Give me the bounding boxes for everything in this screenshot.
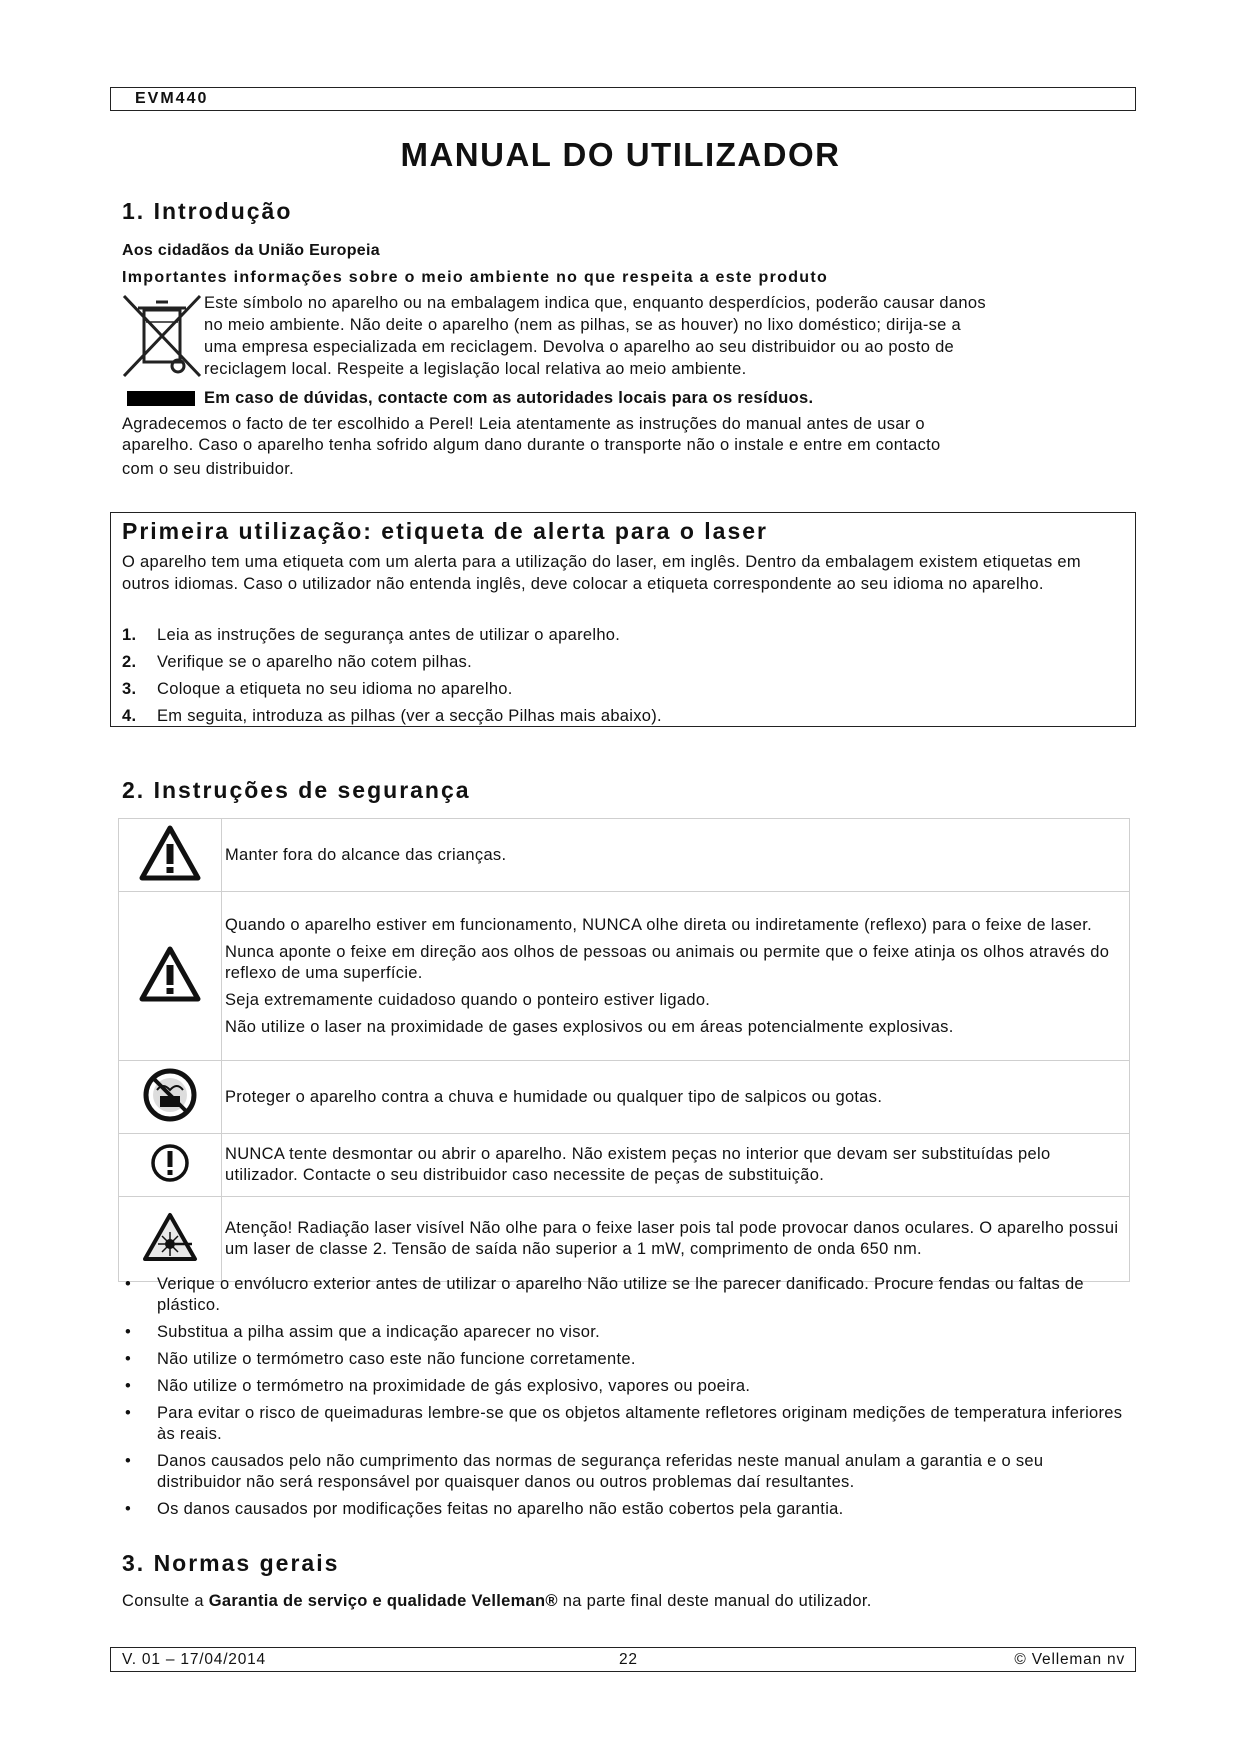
no-water-icon [143,1068,197,1122]
safety-text: Manter fora do alcance das crianças. [225,845,507,864]
safety-row [119,1061,1130,1134]
thanks-line-2: aparelho. Caso o aparelho tenha sofrido algum dano durante o transporte não o instale e entre em contacto [122,436,941,454]
step-item: 4. Em seguita, introduza as pilhas (ver a secção Pilhas mais abaixo). [122,707,662,725]
safety-text: Nunca aponte o feixe em direção aos olhos de pessoas ou animais ou permite que o feixe atinja os olhos através do reflexo de uma superfície. [225,942,1110,982]
crossed-bin-icon [122,294,202,378]
safety-bullet-list [122,1274,1132,1526]
step-item: 3. Coloque a etiqueta no seu idioma no aparelho. [122,680,513,698]
eu-citizens-label: Aos cidadãos da União Europeia [122,242,380,259]
list-item: • Não utilize o termómetro na proximidade de gás explosivo, vapores ou poeira. [125,1377,751,1395]
bullet-icon: • [125,1500,132,1518]
safety-text: Atenção! Radiação laser visível Não olhe para o feixe laser pois tal pode provocar danos oculares. O aparelho possui um laser de classe 2. Tensão de saída não superior a 1 mW, comprimento de onda 650 nm. [225,1219,1119,1258]
list-item: • Substitua a pilha assim que a indicação aparecer no visor. [125,1323,600,1341]
page-number: 22 [619,1651,638,1668]
exclamation-circle-icon [150,1143,190,1183]
bullet-icon: • [125,1404,132,1422]
step-item: 2. Verifique se o aparelho não cotem pilhas. [122,653,472,671]
section-heading-general-rules: 3. Normas gerais [122,1550,340,1576]
doubt-notice: Em caso de dúvidas, contacte com as autoridades locais para os resíduos. [204,389,814,407]
black-bar [127,391,195,406]
model-name: EVM440 [135,90,209,107]
first-use-steps [122,622,662,730]
safety-row [119,1197,1130,1282]
document-title: MANUAL DO UTILIZADOR [400,136,841,173]
environment-info-label: Importantes informações sobre o meio ambiente no que respeita a este produto [122,269,829,286]
list-item: • Danos causados pelo não cumprimento das normas de segurança referidas neste manual anulam a garantia e o seu distribuidor não será responsável por quaisquer danos ou outros problemas daí resultantes. [125,1452,1044,1491]
copyright: © Velleman nv [1014,1651,1125,1668]
safety-text: NUNCA tente desmontar ou abrir o aparelho. Não existem peças no interior que devam ser substituídas pelo utilizador. Contacte o seu distribuidor caso necessite de peças de substituição. [225,1145,1051,1184]
safety-row [119,1134,1130,1197]
list-item: • Não utilize o termómetro caso este não funcione corretamente. [125,1350,636,1368]
first-use-box [110,512,1136,727]
page-footer [110,1647,1136,1672]
weee-line-4: reciclagem local. Respeite a legislação local relativa ao meio ambiente. [204,360,747,378]
first-use-heading: Primeira utilização: etiqueta de alerta para o laser [122,518,768,544]
thanks-line-3: com o seu distribuidor. [122,460,294,478]
list-item: • Para evitar o risco de queimaduras lembre-se que os objetos altamente refletores originam medições de temperatura inferiores às reais. [125,1404,1123,1443]
safety-row [119,819,1130,892]
first-use-text: O aparelho tem uma etiqueta com um alerta para a utilização do laser, em inglês. Dentro da embalagem existem etiquetas em outros idiomas. Caso o utilizador não entenda inglês, deve colocar a etiqueta correspondente ao seu idioma no aparelho. [122,553,1081,593]
safety-table [118,818,1130,1282]
safety-row [119,892,1130,1061]
bullet-icon: • [125,1323,132,1341]
bullet-icon: • [125,1350,132,1368]
step-item: 1. Leia as instruções de segurança antes de utilizar o aparelho. [122,626,621,644]
weee-line-1: Este símbolo no aparelho ou na embalagem indica que, enquanto desperdícios, poderão causar danos [204,294,986,312]
section-heading-safety: 2. Instruções de segurança [122,777,471,803]
safety-text: Seja extremamente cuidadoso quando o ponteiro estiver ligado. [225,990,711,1009]
bullet-icon: • [125,1377,132,1395]
bullet-icon: • [125,1452,132,1470]
section-heading-introduction: 1. Introdução [122,198,293,224]
list-item: • Os danos causados por modificações feitas no aparelho não estão cobertos pela garantia. [125,1500,844,1518]
laser-warning-icon [142,1212,198,1262]
model-header [110,87,1136,111]
warranty-link-text: Garantia de serviço e qualidade Velleman® [208,1592,558,1610]
safety-text: Quando o aparelho estiver em funcionamento, NUNCA olhe direta ou indiretamente (reflexo) para o feixe de laser. [225,915,1093,934]
weee-line-2: no meio ambiente. Não deite o aparelho (nem as pilhas, se as houver) no lixo doméstico; dirija-se a [204,316,962,334]
list-item: • Verique o envólucro exterior antes de utilizar o aparelho Não utilize se lhe parecer danificado. Procure fendas ou faltas de plástico. [125,1275,1084,1314]
warning-triangle-icon [139,825,201,881]
safety-text: Proteger o aparelho contra a chuva e humidade ou qualquer tipo de salpicos ou gotas. [225,1087,883,1106]
weee-line-3: uma empresa especializada em reciclagem. Devolva o aparelho ao seu distribuidor ou ao posto de [204,338,955,356]
thanks-line-1: Agradecemos o facto de ter escolhido a Perel! Leia atentamente as instruções do manual antes de usar o [122,415,925,433]
safety-text: Não utilize o laser na proximidade de gases explosivos ou em áreas potencialmente explosivas. [225,1017,954,1036]
bullet-icon: • [125,1275,132,1293]
version-date: V. 01 – 17/04/2014 [122,1651,266,1668]
warning-triangle-icon [139,946,201,1002]
warranty-reference: Consulte a Garantia de serviço e qualidade Velleman® na parte final deste manual do utilizador. [122,1592,872,1610]
